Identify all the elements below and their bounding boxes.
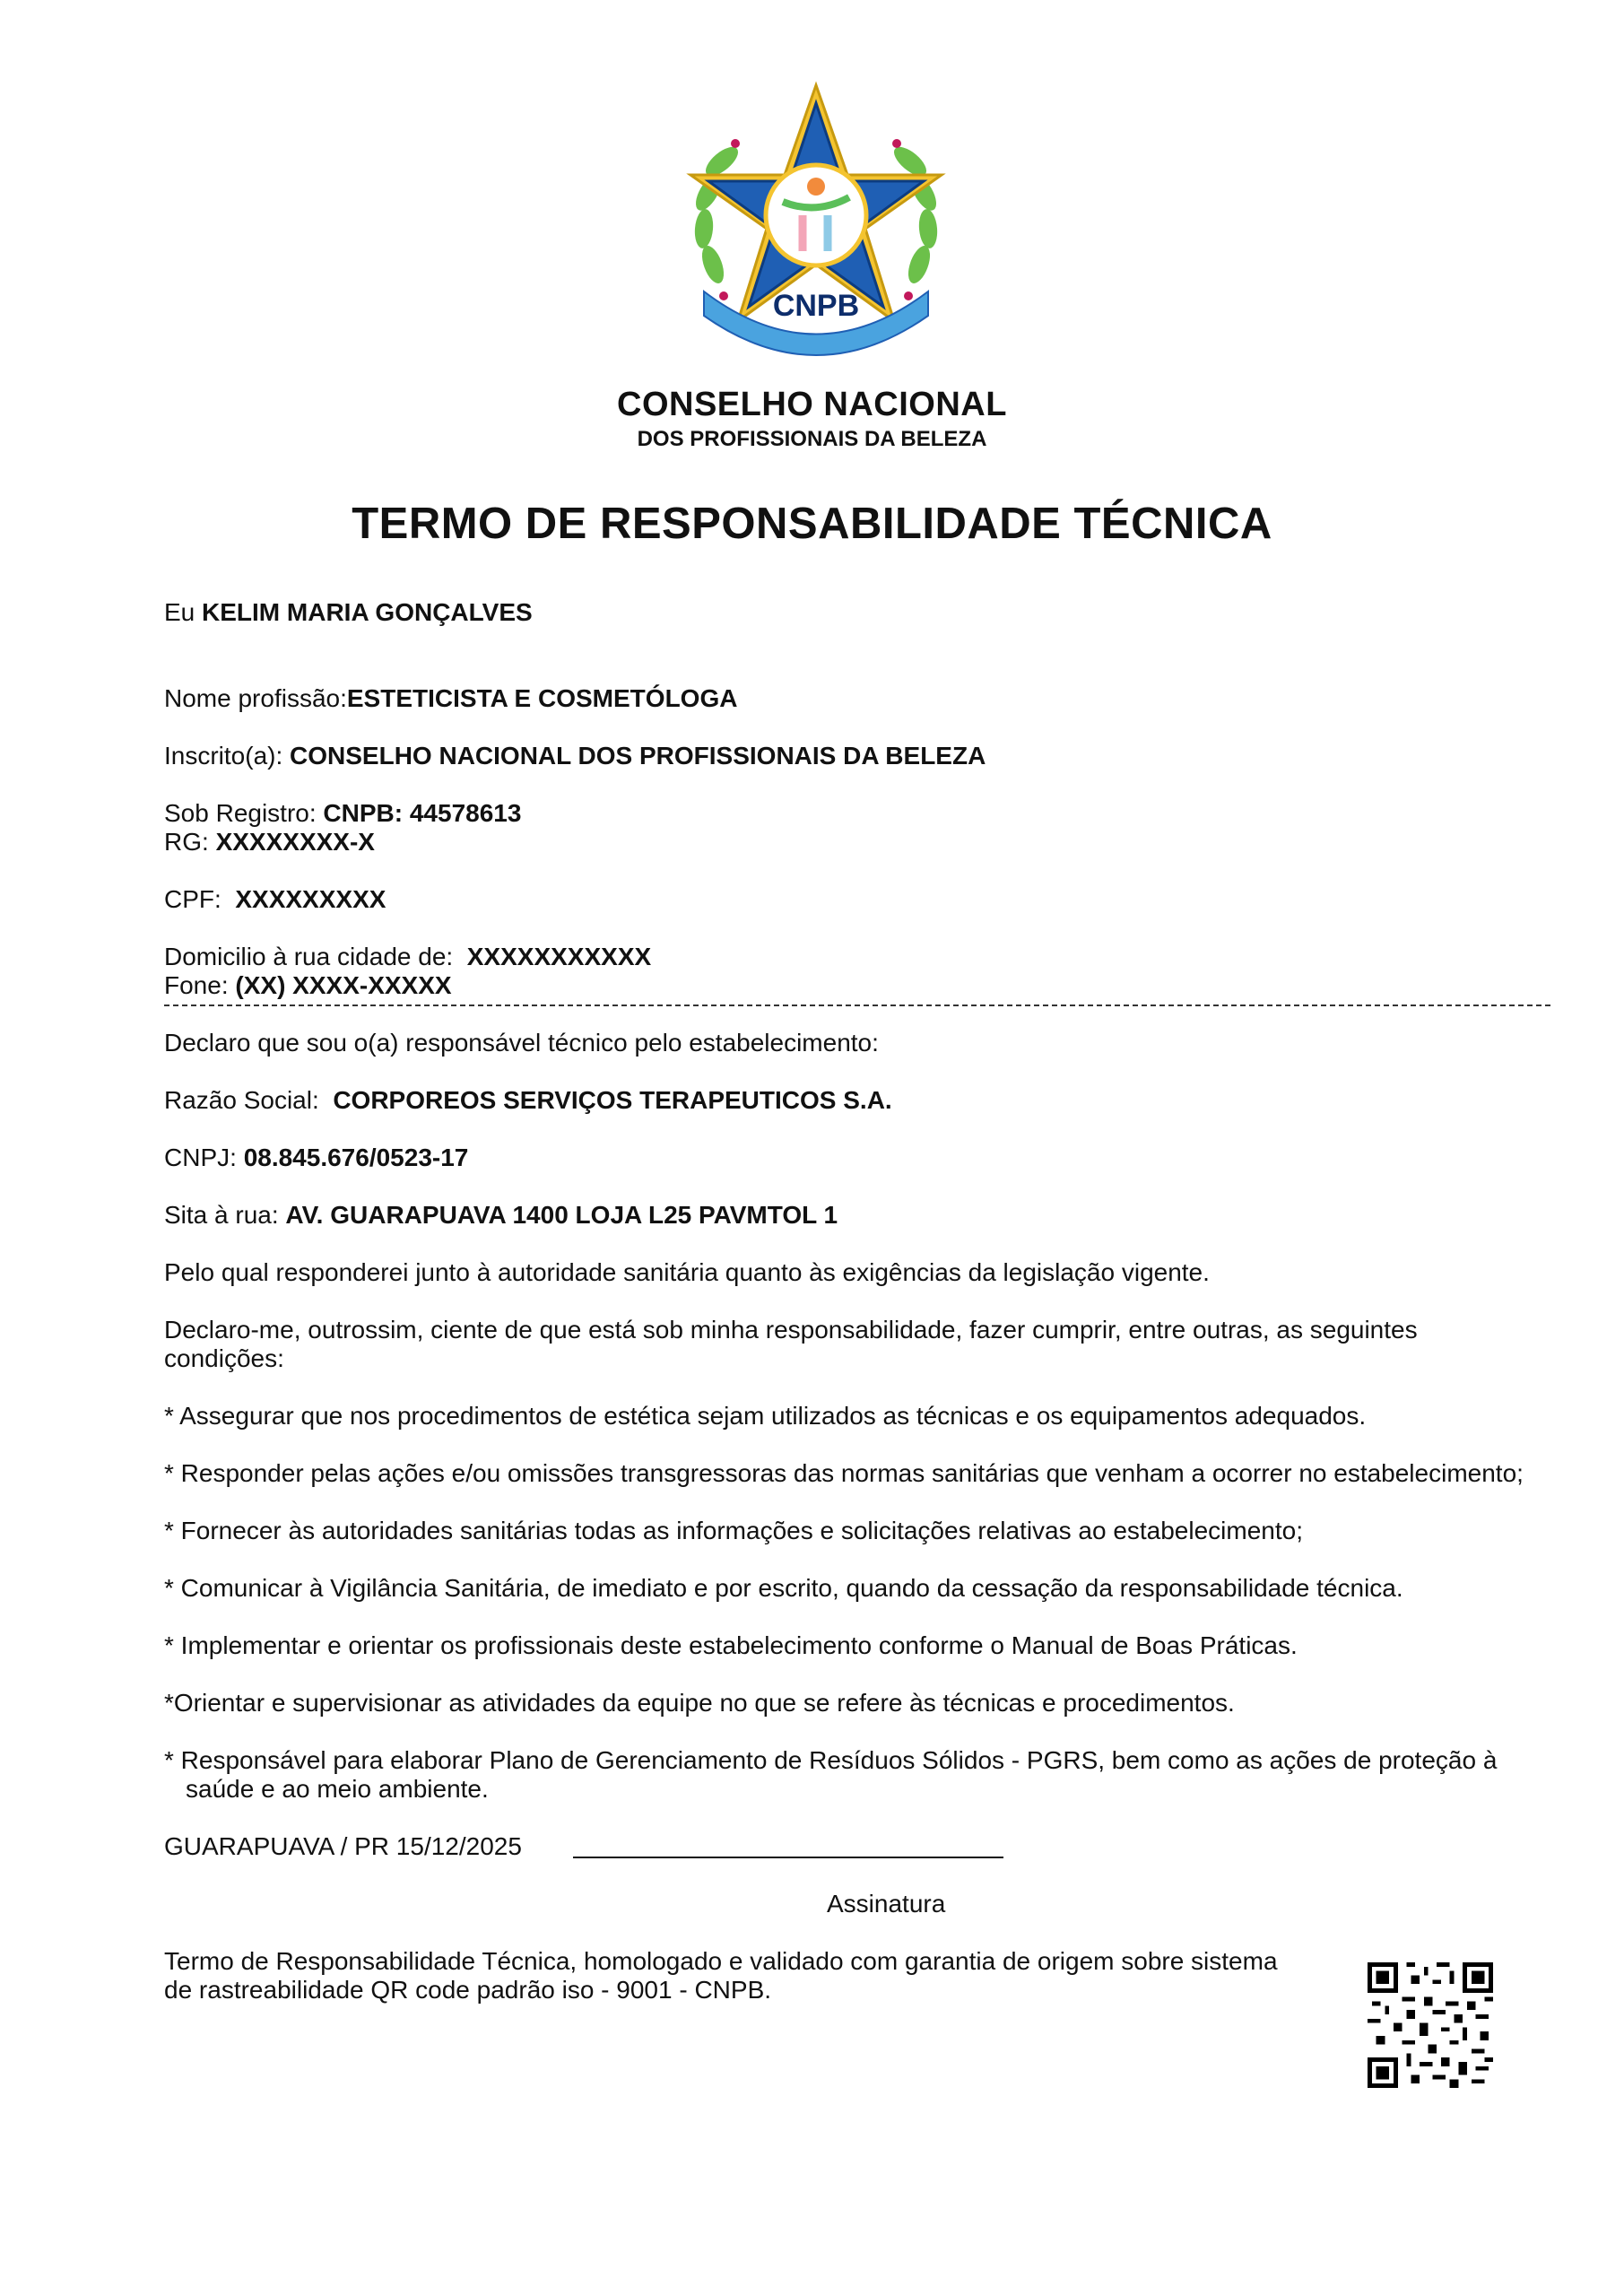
cpf-line: CPF: XXXXXXXXX [164,885,386,913]
qr-code-icon [1368,1962,1493,2088]
fone-value: (XX) XXXX-XXXXX [235,971,452,999]
signature-label: Assinatura [827,1890,946,1918]
inscrito-line: Inscrito(a): CONSELHO NACIONAL DOS PROFISSIONAIS DA BELEZA [164,742,986,770]
footer-text-line1: Termo de Responsabilidade Técnica, homologado e validado com garantia de origem sobre sistema [164,1947,1278,1975]
condition-item: * Comunicar à Vigilância Sanitária, de imediato e por escrito, quando da cessação da responsabilidade técnica. [164,1574,1403,1602]
signature-line [573,1857,1003,1858]
establishment-intro: Declaro que sou o(a) responsável técnico pelo estabelecimento: [164,1029,879,1057]
org-subtitle: DOS PROFISSIONAIS DA BELEZA [637,427,987,451]
org-title: CONSELHO NACIONAL [617,386,1007,423]
inscrito-value: CONSELHO NACIONAL DOS PROFISSIONAIS DA BELEZA [290,742,986,770]
condition-item-last-line2: saúde e ao meio ambiente. [186,1775,489,1803]
footer-text-line2: de rastreabilidade QR code padrão iso - 9001 - CNPB. [164,1976,772,2004]
cnpj-value: 08.845.676/0523-17 [243,1144,469,1171]
declarant-name-line: Eu KELIM MARIA GONÇALVES [164,598,533,626]
cnpb-emblem-logo [668,81,964,377]
declaro-text-line2: condições: [164,1344,284,1372]
declaro-text-line1: Declaro-me, outrossim, ciente de que está sob minha responsabilidade, fazer cumprir, entre outras, as seguintes [164,1316,1418,1344]
condition-item: *Orientar e supervisionar as atividades da equipe no que se refere às técnicas e procedimentos. [164,1689,1235,1717]
razao-social-value: CORPOREOS SERVIÇOS TERAPEUTICOS S.A. [333,1086,892,1114]
profession-value: ESTETICISTA E COSMETÓLOGA [346,684,738,712]
responderei-text: Pelo qual responderei junto à autoridade sanitária quanto às exigências da legislação vigente. [164,1258,1210,1286]
cpf-value: XXXXXXXXX [235,885,386,913]
sita-line: Sita à rua: AV. GUARAPUAVA 1400 LOJA L25 PAVMTOL 1 [164,1201,838,1229]
razao-social-line: Razão Social: CORPOREOS SERVIÇOS TERAPEUTICOS S.A. [164,1086,892,1114]
condition-item: * Responder pelas ações e/ou omissões transgressoras das normas sanitárias que venham a ocorrer no estabelecimento; [164,1459,1524,1487]
profession-line: Nome profissão:ESTETICISTA E COSMETÓLOGA [164,684,738,712]
domicilio-line: Domicilio à rua cidade de: XXXXXXXXXXX [164,943,652,970]
registro-value: CNPB: 44578613 [323,799,522,827]
condition-item: * Implementar e orientar os profissionais deste estabelecimento conforme o Manual de Boas Práticas. [164,1631,1298,1659]
declarant-name: KELIM MARIA GONÇALVES [202,598,533,626]
rg-line: RG: XXXXXXXX-X [164,828,375,856]
condition-item: * Assegurar que nos procedimentos de estética sejam utilizados as técnicas e os equipamentos adequados. [164,1402,1367,1430]
condition-item-last-line1: * Responsável para elaborar Plano de Gerenciamento de Resíduos Sólidos - PGRS, bem como as ações de proteção à [164,1746,1498,1774]
condition-item: * Fornecer às autoridades sanitárias todas as informações e solicitações relativas ao estabelecimento; [164,1517,1303,1544]
section-divider [164,1004,1550,1006]
place-date: GUARAPUAVA / PR 15/12/2025 [164,1832,522,1860]
domicilio-value: XXXXXXXXXXX [466,943,652,970]
cnpj-line: CNPJ: 08.845.676/0523-17 [164,1144,469,1171]
registro-line: Sob Registro: CNPB: 44578613 [164,799,522,827]
fone-line: Fone: (XX) XXXX-XXXXX [164,971,452,999]
document-title: TERMO DE RESPONSABILIDADE TÉCNICA [352,500,1272,548]
rg-value: XXXXXXXX-X [215,828,375,856]
sita-value: AV. GUARAPUAVA 1400 LOJA L25 PAVMTOL 1 [285,1201,838,1229]
svg-text:CNPB: CNPB [772,289,860,323]
